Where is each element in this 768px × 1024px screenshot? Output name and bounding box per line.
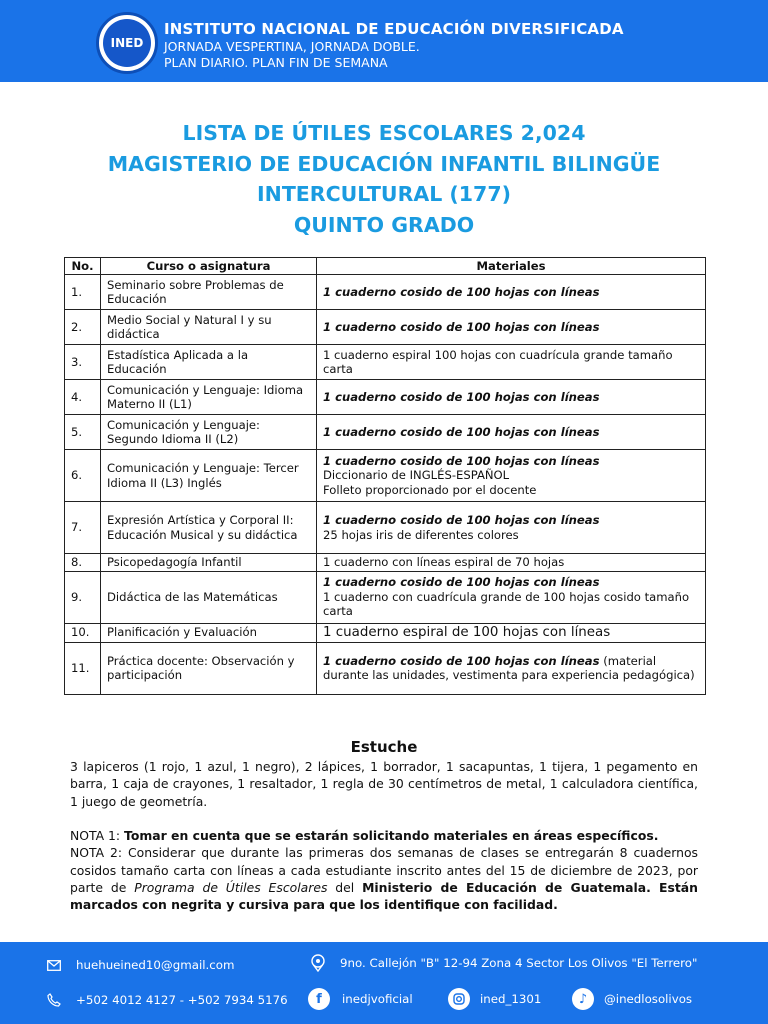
footer-tiktok[interactable] [572,988,692,1010]
header-banner [0,0,768,82]
address-text: 9no. Callejón "B" 12-94 Zona 4 Sector Los Olivos "El Terrero" [340,956,698,970]
material-extra: Folleto proporcionado por el docente [323,482,537,497]
document-title [0,118,768,240]
row-course: Comunicación y Lenguaje: Segundo Idioma II (L2) [101,415,317,450]
row-number: 5. [65,415,101,450]
note-2-del: del [327,879,363,895]
row-materials [317,571,706,623]
table-row [65,310,706,345]
facebook-text: inedjvoficial [342,992,413,1006]
supplies-table [64,257,706,695]
school-logo [96,12,158,74]
title-line-3: INTERCULTURAL (177) [257,182,511,206]
table-row [65,450,706,502]
footer-address [310,955,697,971]
row-materials [317,642,706,694]
row-course: Medio Social y Natural I y su didáctica [101,310,317,345]
table-header-row [65,258,706,275]
tiktok-text: @inedlosolivos [604,992,693,1006]
location-pin-icon [310,955,326,971]
row-materials [317,345,706,380]
row-materials [317,380,706,415]
row-number: 8. [65,554,101,572]
instagram-icon [448,988,470,1010]
row-number: 1. [65,275,101,310]
note-2-ministry: Ministerio de Educación de Guatemala. Están marcados con negrita y cursiva para que los identifique con facilidad. [70,879,698,913]
row-materials [317,450,706,502]
row-number: 3. [65,345,101,380]
table-row [65,275,706,310]
row-number: 10. [65,623,101,642]
material-extra: 1 cuaderno con cuadrícula grande de 100 hojas cosido tamaño carta [323,589,690,619]
institution-schedule: JORNADA VESPERTINA, JORNADA DOBLE. [164,39,420,54]
footer-email[interactable] [46,957,234,973]
header-no: No. [65,258,101,275]
material-extra: 25 hojas iris de diferentes colores [323,527,519,542]
note-1 [70,827,698,844]
row-number: 6. [65,450,101,502]
instagram-text: ined_1301 [480,992,542,1006]
material-plain: 1 cuaderno espiral de 100 hojas con líneas [323,624,611,640]
material-plain: 1 cuaderno con líneas espiral de 70 hojas [323,555,565,569]
material-bold: 1 cuaderno cosido de 100 hojas con líneas [323,653,600,668]
row-course: Comunicación y Lenguaje: Tercer Idioma II (L3) Inglés [101,450,317,502]
material-bold: 1 cuaderno cosido de 100 hojas con líneas [323,424,600,439]
table-row [65,415,706,450]
material-plain: 1 cuaderno espiral 100 hojas con cuadrícula grande tamaño carta [323,347,673,376]
row-number: 7. [65,502,101,554]
email-text: huehueined10@gmail.com [76,958,235,972]
row-course: Seminario sobre Problemas de Educación [101,275,317,310]
table-row [65,571,706,623]
table-row [65,502,706,554]
row-course: Didáctica de las Matemáticas [101,571,317,623]
institution-plan: PLAN DIARIO. PLAN FIN DE SEMANA [164,55,388,70]
note-1-label: NOTA 1: [70,828,125,843]
estuche-heading: Estuche [350,738,418,756]
phone-text: +502 4012 4127 - +502 7934 5176 [76,993,288,1007]
row-number: 11. [65,642,101,694]
title-line-4: QUINTO GRADO [293,212,475,237]
material-bold: 1 cuaderno cosido de 100 hojas con líneas [323,513,600,527]
row-number: 2. [65,310,101,345]
note-2-program: Programa de Útiles Escolares [134,879,328,895]
institution-name: INSTITUTO NACIONAL DE EDUCACIÓN DIVERSIFICADA [164,20,624,38]
material-extra: Diccionario de INGLÉS-ESPAÑOL [323,468,510,483]
row-course: Planificación y Evaluación [101,623,317,642]
row-materials [317,310,706,345]
row-course: Práctica docente: Observación y participación [101,642,317,694]
row-materials [317,502,706,554]
row-materials [317,554,706,572]
row-materials [317,623,706,642]
table-row [65,554,706,572]
material-bold: 1 cuaderno cosido de 100 hojas con líneas [323,319,600,334]
logo-text: INED [103,19,151,67]
tiktok-icon: ♪ [572,988,594,1010]
row-course: Estadística Aplicada a la Educación [101,345,317,380]
header-course: Curso o asignatura [101,258,317,275]
institution-info [164,20,624,71]
material-bold: 1 cuaderno cosido de 100 hojas con líneas [323,453,600,468]
footer-instagram[interactable] [448,988,541,1010]
footer-phone[interactable] [46,992,288,1008]
note-2-text: NOTA 2: Considerar que durante las primeras dos semanas de clases se entregarán 8 cuadernos cosidos tamaño carta con líneas a cada estudiante inscrito antes del 15 de diciembre de 2023, por parte de [70,845,698,895]
material-tail: (material durante las unidades, vestimenta para experiencia pedagógica) [323,653,695,682]
header-materials: Materiales [317,258,706,275]
phone-icon [46,992,62,1008]
row-course: Psicopedagogía Infantil [101,554,317,572]
table-row [65,345,706,380]
estuche-text: 3 lapiceros (1 rojo, 1 azul, 1 negro), 2 lápices, 1 borrador, 1 sacapuntas, 1 tijera, 1 pegamento en barra, 1 caja de crayones, 1 resaltador, 1 regla de 30 centímetros de metal, 1 calculadora científica, 1 juego de geometría. [70,759,698,809]
row-number: 4. [65,380,101,415]
table-row [65,642,706,694]
row-materials [317,275,706,310]
title-line-2: MAGISTERIO DE EDUCACIÓN INFANTIL BILINGÜE [107,151,661,176]
table-row [65,380,706,415]
row-number: 9. [65,571,101,623]
title-line-1: LISTA DE ÚTILES ESCOLARES 2,024 [182,121,586,145]
material-bold: 1 cuaderno cosido de 100 hojas con líneas [323,575,600,590]
table-row [65,623,706,642]
facebook-icon: f [308,988,330,1010]
footer-facebook[interactable] [308,988,413,1010]
envelope-icon [46,957,62,973]
row-course: Expresión Artística y Corporal II: Educación Musical y su didáctica [101,502,317,554]
row-materials [317,415,706,450]
note-1-text: Tomar en cuenta que se estarán solicitando materiales en áreas específicos. [124,828,659,843]
notes-block [70,827,698,913]
note-2 [70,844,698,913]
material-bold: 1 cuaderno cosido de 100 hojas con líneas [323,284,600,299]
footer-banner [0,942,768,1024]
material-bold: 1 cuaderno cosido de 100 hojas con líneas [323,389,600,404]
row-course: Comunicación y Lenguaje: Idioma Materno II (L1) [101,380,317,415]
